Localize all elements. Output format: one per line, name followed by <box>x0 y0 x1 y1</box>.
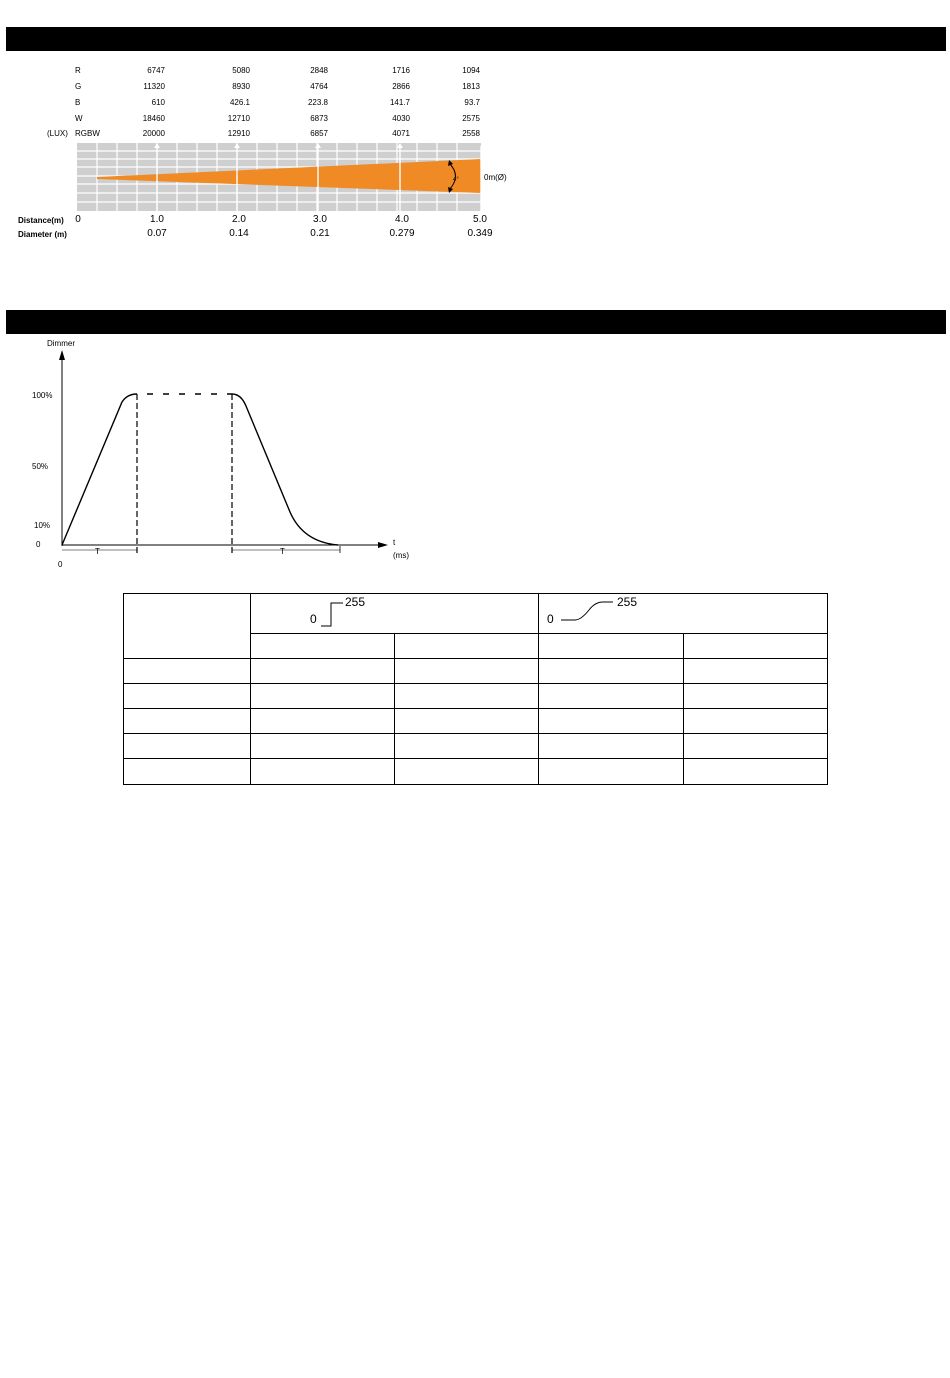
lux-value: 5080 <box>232 66 250 75</box>
lux-value: 6873 <box>310 114 328 123</box>
lux-value: 1813 <box>462 82 480 91</box>
distance-value: 3.0 <box>313 214 327 225</box>
lux-value: 8930 <box>232 82 250 91</box>
table-row <box>124 709 828 734</box>
lux-row-label: B <box>75 98 81 107</box>
smooth-curve-low: 0 <box>547 612 554 626</box>
beam-diagram <box>0 0 520 215</box>
lux-row-label: R <box>75 66 81 75</box>
lux-unit-label: (LUX) <box>47 129 68 138</box>
table-cell <box>539 759 684 785</box>
distance-value: 1.0 <box>150 214 164 225</box>
table-cell <box>395 659 539 684</box>
lux-value: 1094 <box>462 66 480 75</box>
table-cell <box>539 684 684 709</box>
table-cell <box>251 734 395 759</box>
table-cell <box>395 709 539 734</box>
table-cell <box>124 684 251 709</box>
table-row <box>124 759 828 785</box>
lux-value: 141.7 <box>389 98 410 107</box>
lux-value: 4071 <box>392 129 410 138</box>
y-tick-100: 100% <box>32 391 53 400</box>
lux-value: 12710 <box>227 114 250 123</box>
lux-value: 20000 <box>142 129 165 138</box>
table-cell <box>683 684 828 709</box>
table-row <box>124 659 828 684</box>
table-cell <box>683 709 828 734</box>
table-cell <box>683 734 828 759</box>
lux-value: 18460 <box>142 114 165 123</box>
distance-value: 4.0 <box>395 214 409 225</box>
table-header-row <box>124 594 828 634</box>
table-cell <box>395 759 539 785</box>
table-cell <box>683 759 828 785</box>
dimmer-curve-table <box>123 593 828 785</box>
table-cell <box>683 634 828 659</box>
diameter-value: 0.279 <box>389 228 415 239</box>
distance-value: 5.0 <box>473 214 487 225</box>
table-cell <box>395 734 539 759</box>
distance-axis-label: Distance(m) <box>18 216 64 225</box>
lux-value: 426.1 <box>229 98 250 107</box>
lux-value: 11320 <box>143 82 165 91</box>
smooth-curve-header <box>539 594 828 634</box>
svg-text:4°: 4° <box>453 177 459 183</box>
lux-value: 4764 <box>310 82 328 91</box>
linear-curve-low: 0 <box>310 612 317 626</box>
table-cell <box>539 734 684 759</box>
table-cell <box>539 659 684 684</box>
x-axis-arrow <box>378 542 388 548</box>
lux-value: 223.8 <box>307 98 328 107</box>
table-cell <box>395 634 539 659</box>
table-cell <box>124 659 251 684</box>
lux-value: 2558 <box>462 129 480 138</box>
linear-curve-high: 255 <box>345 595 366 609</box>
diameter-value: 0.14 <box>229 228 249 239</box>
lux-row-label: RGBW <box>75 129 100 138</box>
t-on-label: T <box>95 547 100 556</box>
lux-value: 6747 <box>147 66 165 75</box>
table-cell <box>251 709 395 734</box>
linear-curve-icon <box>251 594 538 632</box>
diameter-value: 0.21 <box>310 228 330 239</box>
lux-row-label: G <box>75 82 82 91</box>
y-tick-10: 10% <box>34 521 51 530</box>
dimmer-curve <box>62 394 338 545</box>
distance-value: 0 <box>75 214 81 225</box>
x-axis-unit: (ms) <box>393 551 409 560</box>
linear-curve-header <box>251 594 539 634</box>
lux-row-label: W <box>75 114 83 123</box>
table-cell <box>251 684 395 709</box>
table-cell <box>539 634 684 659</box>
y-tick-50: 50% <box>32 462 49 471</box>
table-cell <box>251 659 395 684</box>
lux-value: 6857 <box>310 129 328 138</box>
table-cell <box>395 684 539 709</box>
lux-value: 610 <box>151 98 165 107</box>
diameter-axis-label: Diameter (m) <box>18 230 67 239</box>
x-origin-label: 0 <box>58 560 63 569</box>
lux-value: 2866 <box>392 82 410 91</box>
y-axis-arrow <box>59 350 65 360</box>
table-cell <box>124 759 251 785</box>
lux-value: 2575 <box>462 114 480 123</box>
smooth-curve-icon <box>539 594 827 632</box>
diameter-value: 0.349 <box>467 228 493 239</box>
diameter-value: 0.07 <box>147 228 167 239</box>
table-cell <box>251 634 395 659</box>
lux-value: 1716 <box>392 66 410 75</box>
t-off-label: T <box>280 547 285 556</box>
table-cell <box>124 709 251 734</box>
lux-value: 93.7 <box>464 98 480 107</box>
lux-value: 2848 <box>310 66 328 75</box>
table-row <box>124 734 828 759</box>
table-cell <box>683 659 828 684</box>
dimmer-axis-title: Dimmer <box>47 339 75 348</box>
table-cell <box>124 734 251 759</box>
table-cell <box>539 709 684 734</box>
table-row <box>124 684 828 709</box>
x-axis-title: t <box>393 538 396 547</box>
smooth-curve-high: 255 <box>617 595 638 609</box>
beam-diameter-note: 0m(Ø) <box>484 173 507 182</box>
distance-value: 2.0 <box>232 214 246 225</box>
dimmer-curve-svg <box>0 330 420 570</box>
lux-value: 12910 <box>227 129 250 138</box>
table-cell <box>251 759 395 785</box>
y-tick-0: 0 <box>36 540 41 549</box>
table-corner-cell <box>124 594 251 659</box>
lux-value: 4030 <box>392 114 410 123</box>
